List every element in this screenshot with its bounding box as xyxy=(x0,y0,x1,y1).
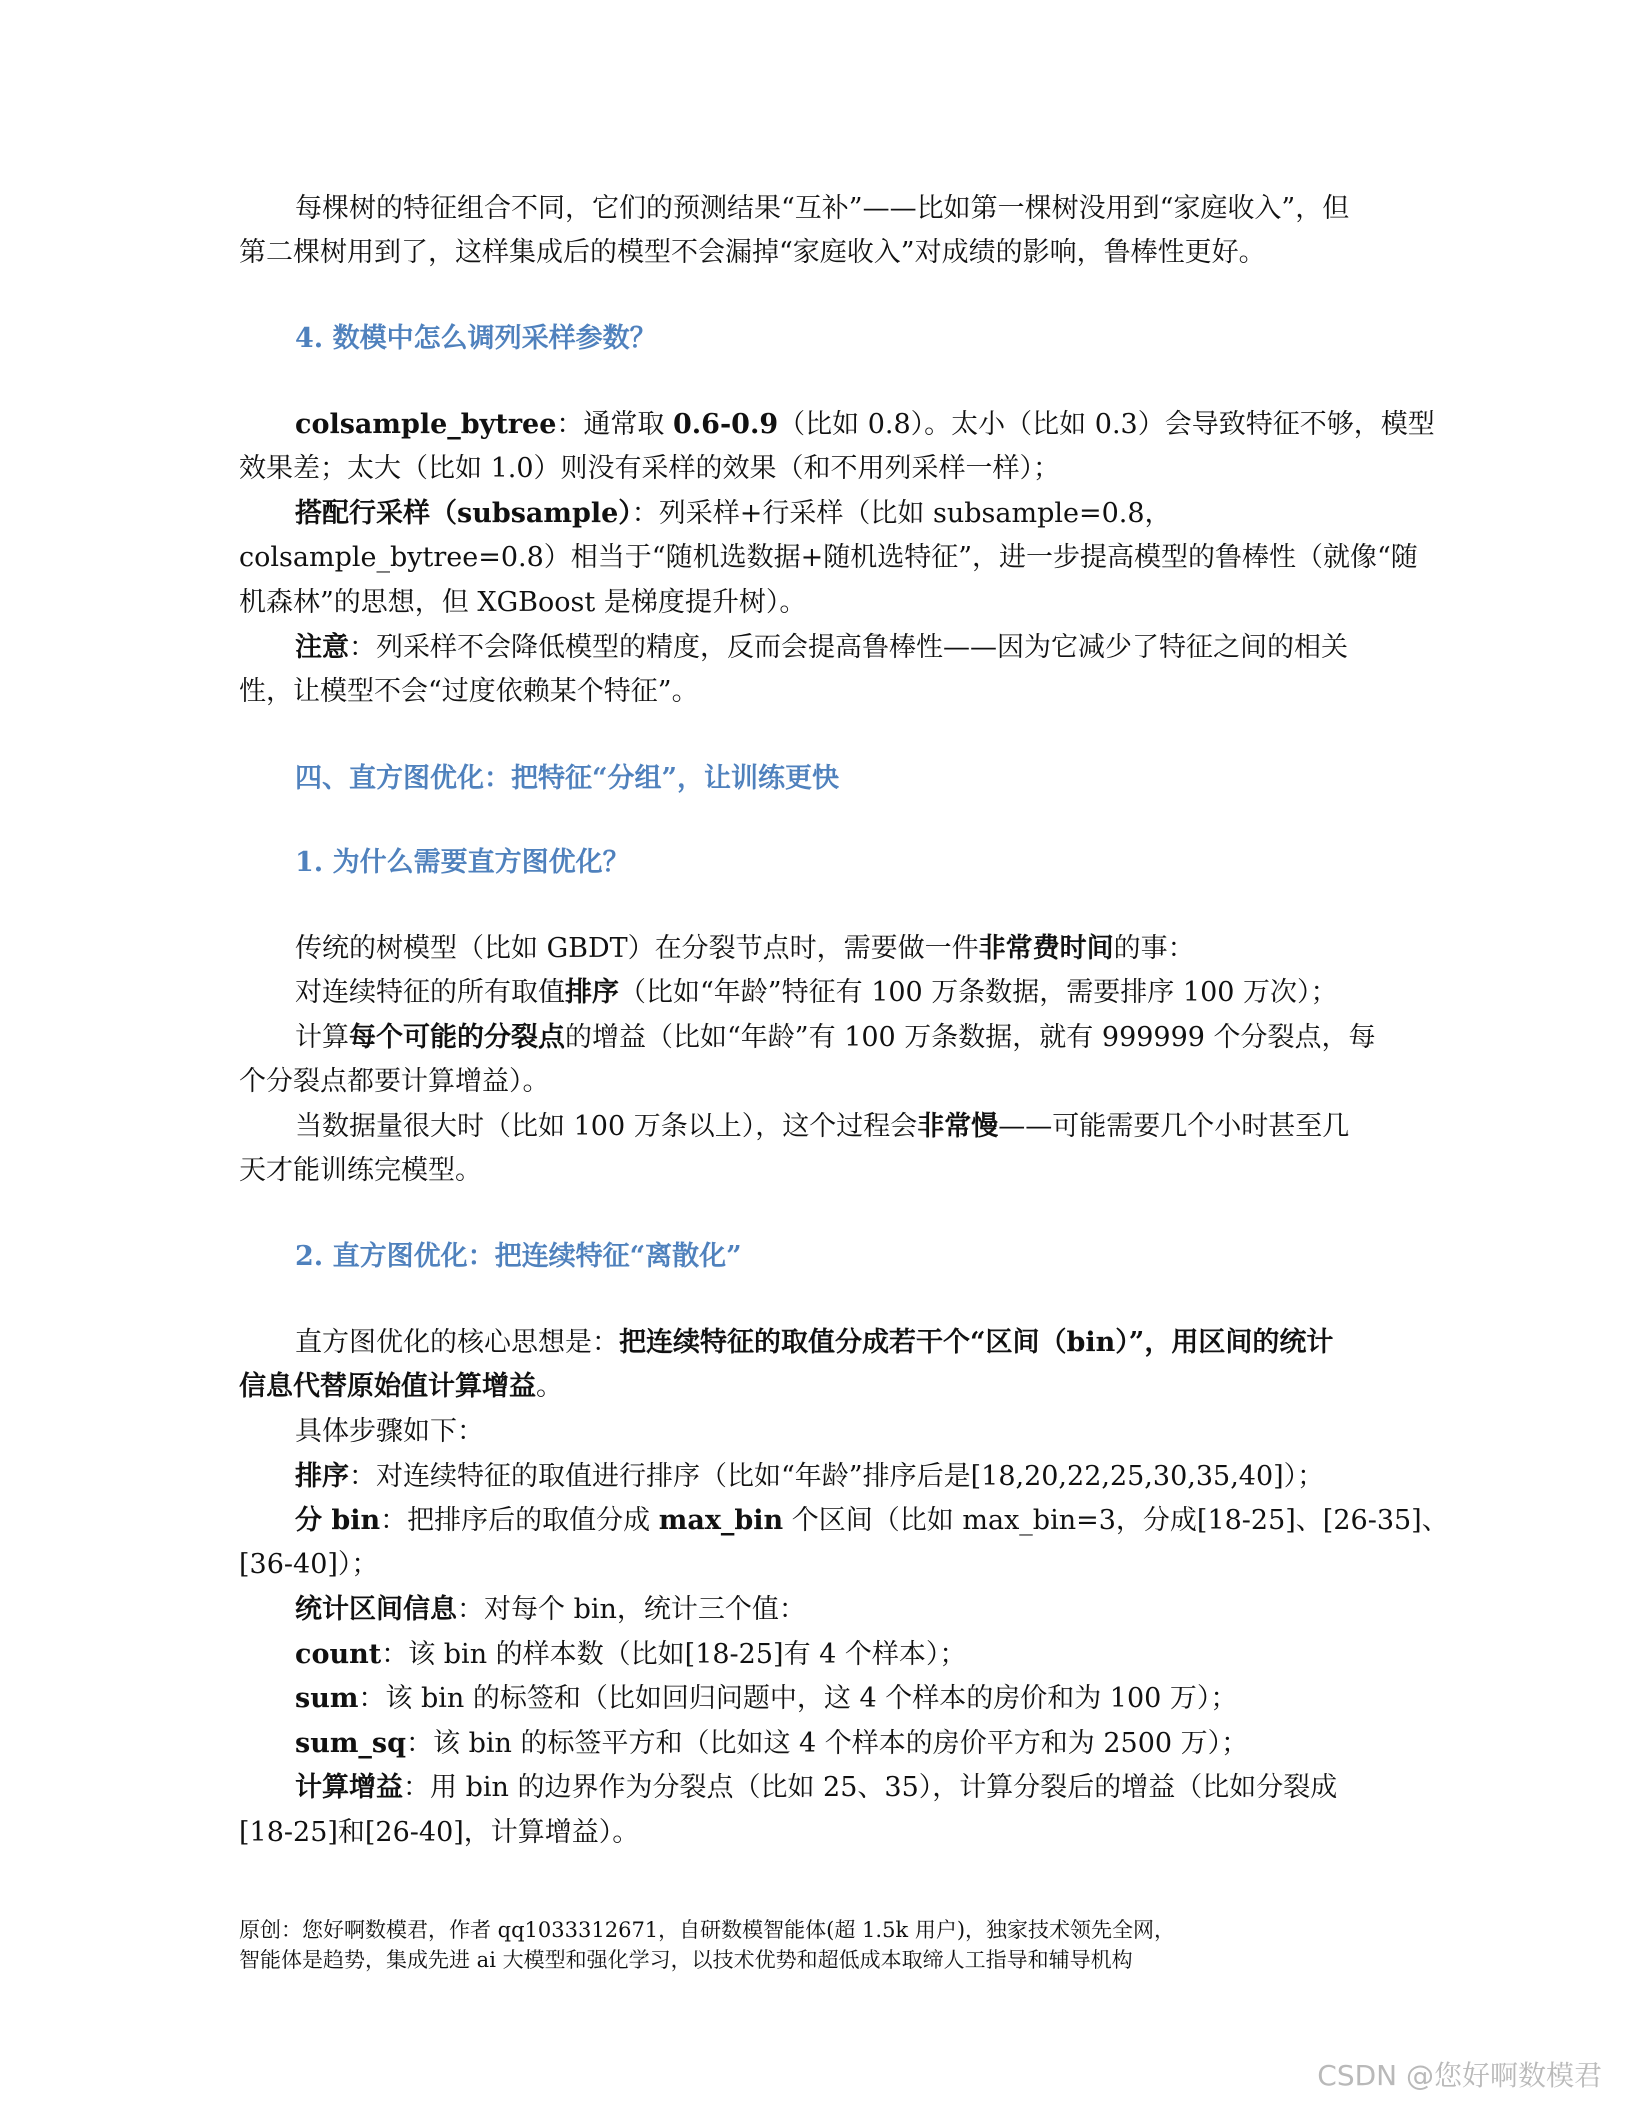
bold-term: 每个可能的分裂点 xyxy=(349,1022,565,1053)
bold-term: 计算增益 xyxy=(295,1772,403,1803)
bold-term: 排序 xyxy=(295,1461,349,1492)
text-span: ：该 bin 的标签和（比如回归问题中，这 4 个样本的房价和为 100 万）； xyxy=(358,1683,1238,1714)
text-span: ：对每个 bin，统计三个值： xyxy=(457,1594,806,1625)
paragraph-line: 性，让模型不会“过度依赖某个特征”。 xyxy=(239,676,699,707)
paragraph-line: 每棵树的特征组合不同，它们的预测结果“互补”——比如第一棵树没用到“家庭收入”，但 xyxy=(295,193,1350,224)
paragraph-line xyxy=(239,1370,1389,1404)
text-span: ：对连续特征的取值进行排序（比如“年龄”排序后是[18,20,22,25,30,35,40]）； xyxy=(349,1461,1325,1492)
paragraph-line xyxy=(295,1638,1389,1672)
footer-line: 原创：您好啊数模君，作者 qq1033312671，自研数模智能体(超 1.5k 用户)，独家技术领先全网， xyxy=(239,1918,1176,1942)
paragraph-line xyxy=(295,976,1389,1010)
bold-term: 非常费时间 xyxy=(978,933,1114,964)
text-span: 直方图优化的核心思想是： xyxy=(295,1327,619,1358)
bold-term: max_bin xyxy=(658,1505,784,1536)
text-span: ：该 bin 的样本数（比如[18-25]有 4 个样本）； xyxy=(381,1639,967,1670)
bold-term: 分 bin xyxy=(295,1505,381,1536)
text-span: ：通常取 xyxy=(556,409,673,440)
paragraph-line: 机森林”的思想，但 XGBoost 是梯度提升树）。 xyxy=(239,587,807,618)
bold-term: count xyxy=(295,1639,382,1670)
text-span: 对连续特征的所有取值 xyxy=(295,977,565,1008)
text-span: 。 xyxy=(536,1371,563,1402)
section-heading: 4. 数模中怎么调列采样参数？ xyxy=(295,323,657,354)
section-heading: 1. 为什么需要直方图优化？ xyxy=(295,847,630,878)
document-page xyxy=(239,0,1449,2112)
paragraph-line xyxy=(295,1110,1389,1144)
paragraph-line xyxy=(295,1504,1449,1538)
paragraph-line: 个分裂点都要计算增益）。 xyxy=(239,1066,550,1097)
paragraph-line: 第二棵树用到了，这样集成后的模型不会漏掉“家庭收入”对成绩的影响，鲁棒性更好。 xyxy=(239,237,1266,268)
chapter-heading: 四、直方图优化：把特征“分组”，让训练更快 xyxy=(295,763,840,794)
paragraph-line xyxy=(295,631,1389,665)
paragraph-line: colsample_bytree=0.8）相当于“随机选数据+随机选特征”，进一步提高模型的鲁棒性（就像“随 xyxy=(239,542,1418,573)
footer-line: 智能体是趋势，集成先进 ai 大模型和强化学习，以技术优势和超低成本取缔人工指导和辅导机构 xyxy=(239,1948,1133,1972)
text-span: ：列采样+行采样（比如 subsample=0.8， xyxy=(631,498,1172,529)
paragraph-line: [36-40]）； xyxy=(239,1549,379,1580)
text-span: 当数据量很大时（比如 100 万条以上），这个过程会 xyxy=(295,1111,918,1142)
bold-term: 把连续特征的取值分成若干个“区间（bin）”，用区间的统计 xyxy=(619,1327,1334,1358)
bold-term: 非常慢 xyxy=(917,1111,999,1142)
text-span: ——可能需要几个小时甚至几 xyxy=(998,1111,1350,1142)
bold-term: 0.6-0.9 xyxy=(673,409,779,440)
csdn-watermark: CSDN @您好啊数模君 xyxy=(1317,2059,1602,2092)
bold-term: 搭配行采样（subsample） xyxy=(295,498,632,529)
bold-term: 注意 xyxy=(295,632,349,663)
paragraph-line: 效果差；太大（比如 1.0）则没有采样的效果（和不用列采样一样）； xyxy=(239,453,1061,484)
text-span: ：把排序后的取值分成 xyxy=(380,1505,659,1536)
paragraph-line xyxy=(295,1460,1389,1494)
bold-term: sum xyxy=(295,1683,359,1714)
bold-term: sum_sq xyxy=(295,1728,406,1759)
text-span: 传统的树模型（比如 GBDT）在分裂节点时，需要做一件 xyxy=(295,933,979,964)
text-span: 的事： xyxy=(1113,933,1195,964)
paragraph-line: 具体步骤如下： xyxy=(295,1416,484,1447)
paragraph-line: 天才能训练完模型。 xyxy=(239,1155,482,1186)
paragraph-line xyxy=(295,1326,1389,1360)
bold-term: 统计区间信息 xyxy=(295,1594,457,1625)
text-span: ：用 bin 的边界作为分裂点（比如 25、35），计算分裂后的增益（比如分裂成 xyxy=(403,1772,1338,1803)
text-span: （比如 0.8）。太小（比如 0.3）会导致特征不够，模型 xyxy=(778,409,1435,440)
text-span: （比如“年龄”特征有 100 万条数据，需要排序 100 万次）； xyxy=(619,977,1338,1008)
paragraph-line xyxy=(295,1593,1389,1627)
paragraph-line xyxy=(295,1771,1389,1805)
paragraph-line xyxy=(295,1727,1389,1761)
paragraph-line xyxy=(295,1682,1389,1716)
paragraph-line xyxy=(295,1021,1389,1055)
bold-term: colsample_bytree xyxy=(295,409,557,440)
paragraph-line xyxy=(295,408,1435,442)
text-span: ：该 bin 的标签平方和（比如这 4 个样本的房价平方和为 2500 万）； xyxy=(405,1728,1249,1759)
section-heading: 2. 直方图优化：把连续特征“离散化” xyxy=(295,1241,742,1272)
bold-term: 信息代替原始值计算增益 xyxy=(239,1371,536,1402)
text-span: ：列采样不会降低模型的精度，反而会提高鲁棒性——因为它减少了特征之间的相关 xyxy=(349,632,1348,663)
paragraph-line: [18-25]和[26-40]，计算增益）。 xyxy=(239,1817,640,1848)
text-span: 计算 xyxy=(295,1022,349,1053)
text-span: 的增益（比如“年龄”有 100 万条数据，就有 999999 个分裂点，每 xyxy=(565,1022,1376,1053)
paragraph-line xyxy=(295,497,1389,531)
text-span: 个区间（比如 max_bin=3，分成[18-25]、[26-35]、 xyxy=(783,1505,1449,1536)
paragraph-line xyxy=(295,932,1389,966)
bold-term: 排序 xyxy=(565,977,619,1008)
